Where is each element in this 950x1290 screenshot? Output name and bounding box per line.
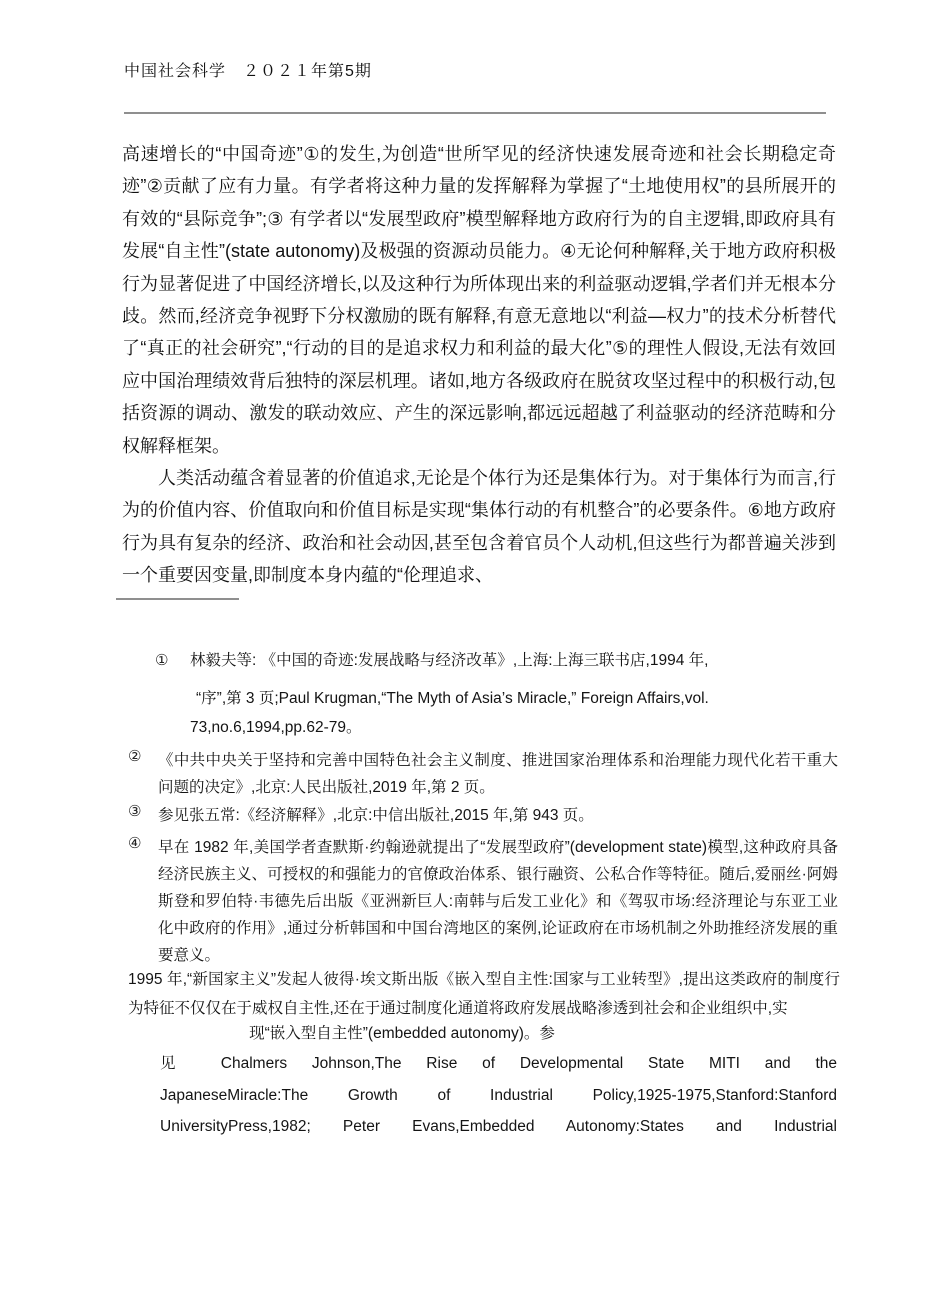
- journal-title-header: 中国社会科学 ２０２１年第5期: [124, 63, 372, 80]
- footnote-number: ②: [128, 748, 142, 765]
- header-divider-line: [124, 112, 826, 114]
- footnote-number: ③: [128, 803, 142, 820]
- footnote-reference-block: [160, 1054, 837, 1154]
- footnote-text: 参见张五常:《经济解释》,北京:中信出版社,2015 年,第 943 页。: [158, 807, 594, 824]
- reference-text-line: 见 Chalmers Johnson,The Rise of Developmental State MITI and the: [160, 1055, 837, 1072]
- footnote-text-line: “序”,第 3 页;Paul Krugman,“The Myth of Asia’s Miracle,” Foreign Affairs,vol.: [196, 690, 709, 707]
- footnote-number: ④: [128, 835, 142, 852]
- footnote-2: [122, 747, 838, 802]
- footnote-continuation-paragraph: 1995 年,“新国家主义”发起人彼得·埃文斯出版《嵌入型自主性:国家与工业转型》,提出这类政府的制度行为特征不仅仅在于威权自主性,还在于通过制度化通道将政府发展战略渗透到社会和企业组织中,实: [128, 971, 840, 1017]
- footnote-divider-line: [116, 598, 239, 600]
- footnote-text-line: 林毅夫等: 《中国的奇迹:发展战略与经济改革》,上海:上海三联书店,1994 年,: [190, 652, 709, 669]
- footnote-text: 早在 1982 年,美国学者查默斯·约翰逊就提出了“发展型政府”(development state)模型,这种政府具备经济民族主义、可授权的和强能力的官僚政治体系、银行融资、公私合作等特征。随后,爱丽丝·阿姆斯登和罗伯特·韦德先后出版《亚洲新巨人:南韩与后发工业化》和《驾驭市场:经济理论与东亚工业化中政府的作用》,通过分析韩国和中国台湾地区的案例,论证政府在市场机制之外助推经济发展的重要意义。: [158, 839, 838, 964]
- reference-text-line: UniversityPress,1982; Peter Evans,Embedded Autonomy:States and Industrial: [160, 1118, 837, 1135]
- article-body: [122, 138, 836, 592]
- body-paragraph-1: 高速增长的“中国奇迹”①的发生,为创造“世所罕见的经济快速发展奇迹和社会长期稳定奇迹”②贡献了应有力量。有学者将这种力量的发挥解释为掌握了“土地使用权”的县所展开的有效的“县际竞争”;③ 有学者以“发展型政府”模型解释地方政府行为的自主逻辑,即政府具有发展“自主性”(state autonomy)及极强的资源动员能力。④无论何种解释,关于地方政府积极行为显著促进了中国经济增长,以及这种行为所体现出来的利益驱动逻辑,学者们并无根本分歧。然而,经济竞争视野下分权激励的既有解释,有意无意地以“利益—权力”的技术分析替代了“真正的社会研究”,“行动的目的是追求权力和利益的最大化”⑤的理性人假设,无法有效回应中国治理绩效背后独特的深层机理。诸如,地方各级政府在脱贫攻坚过程中的积极行动,包括资源的调动、激发的联动效应、产生的深远影响,都远远超越了利益驱动的经济范畴和分权解释框架。: [122, 144, 836, 456]
- footnote-centered-line: 现“嵌入型自主性”(embedded autonomy)。参: [249, 1025, 555, 1042]
- footnote-number: ①: [155, 652, 169, 669]
- footnote-3: [122, 802, 838, 829]
- reference-text-line: JapaneseMiracle:The Growth of Industrial Policy,1925-1975,Stanford:Stanford: [160, 1087, 837, 1104]
- footnote-text: 《中共中央关于坚持和完善中国特色社会主义制度、推进国家治理体系和治理能力现代化若干重大问题的决定》,北京:人民出版社,2019 年,第 2 页。: [158, 752, 838, 797]
- body-paragraph-2: 人类活动蕴含着显著的价值追求,无论是个体行为还是集体行为。对于集体行为而言,行为的价值内容、价值取向和价值目标是实现“集体行动的有机整合”的必要条件。⑥地方政府行为具有复杂的经济、政治和社会动因,甚至包含着官员个人动机,但这些行为都普遍关涉到一个重要因变量,即制度本身内蕴的“伦理追求、: [122, 468, 836, 586]
- footnote-4: [122, 834, 838, 969]
- footnote-text-line: 73,no.6,1994,pp.62-79。: [190, 719, 362, 736]
